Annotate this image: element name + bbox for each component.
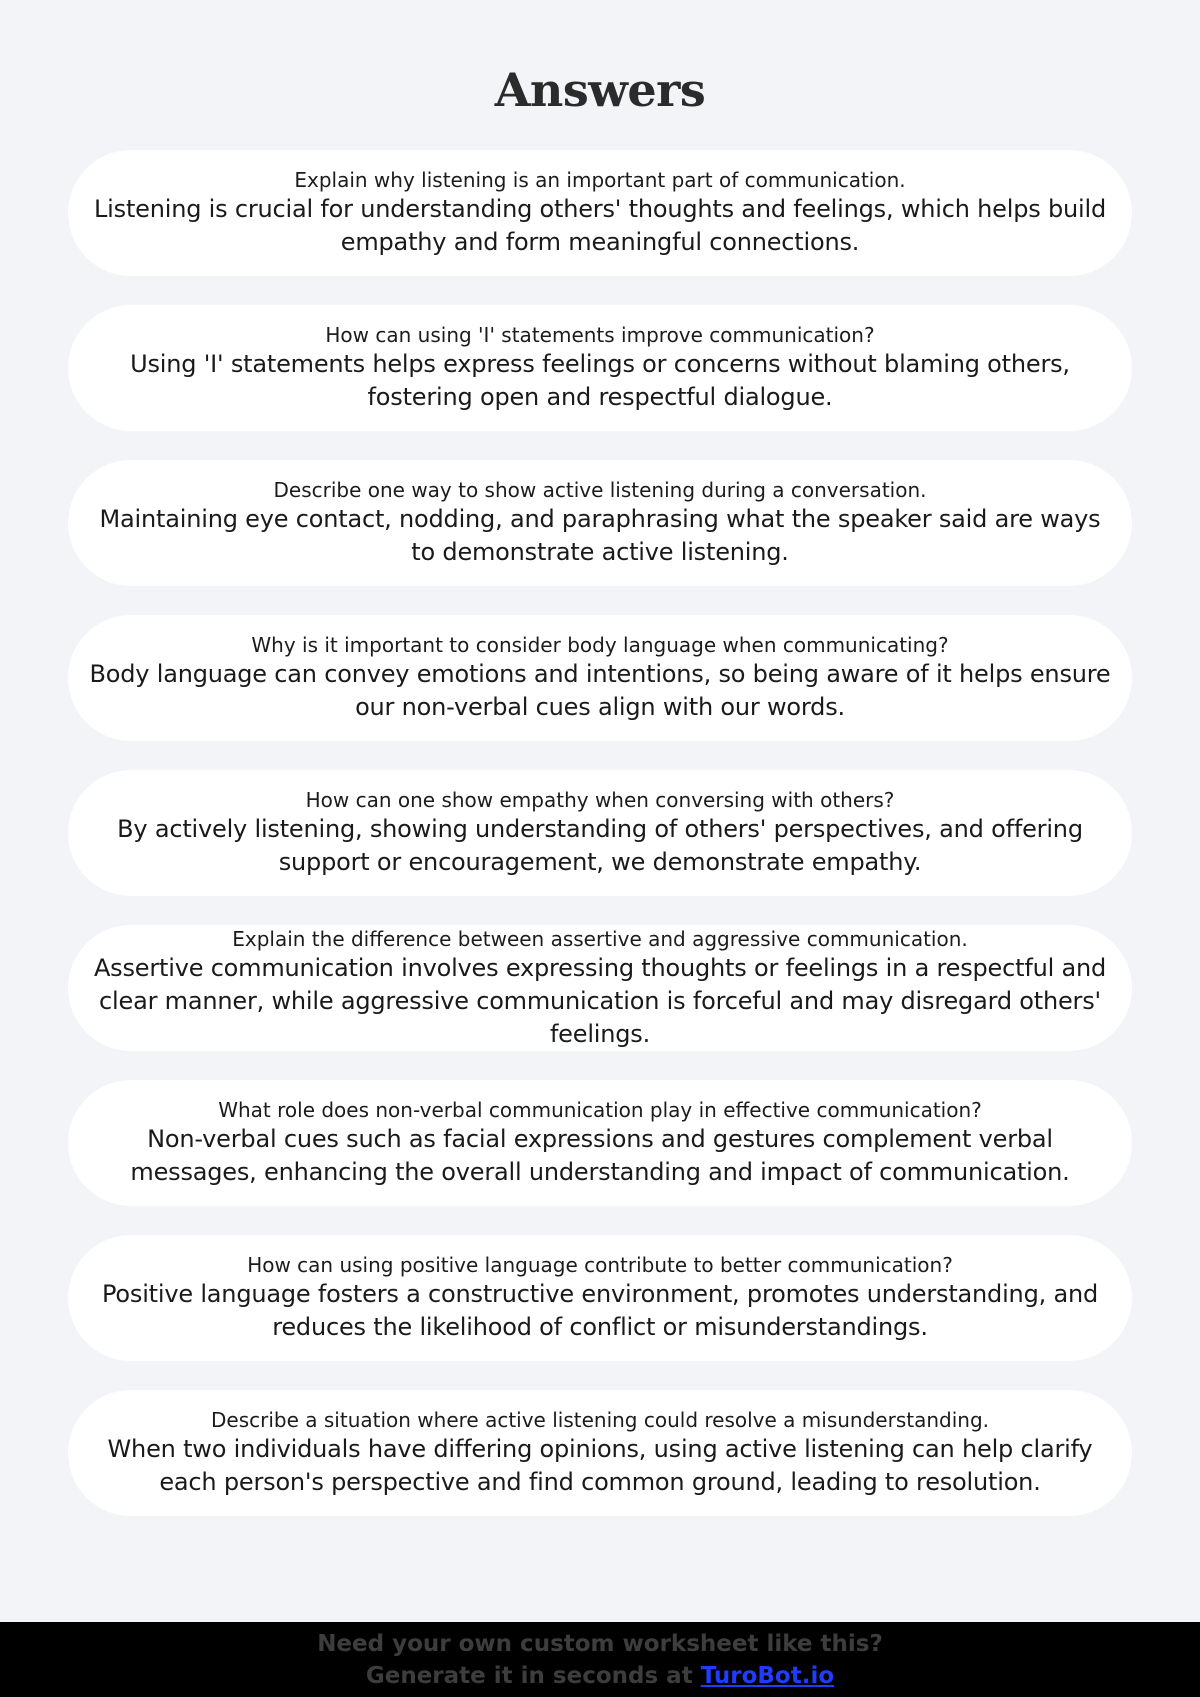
- answer-text: Maintaining eye contact, nodding, and paraphrasing what the speaker said are ways to demonstrate active listening.: [99, 505, 1101, 566]
- answer-text: By actively listening, showing understanding of others' perspectives, and offering support or encouragement, we demonstrate empathy.: [117, 815, 1083, 876]
- answer-card-6: [68, 925, 1132, 1051]
- promo-footer: [0, 1622, 1200, 1697]
- answer-text: Positive language fosters a constructive environment, promotes understanding, and reduces the likelihood of conflict or misunderstandings.: [101, 1280, 1099, 1341]
- question-text: Explain why listening is an important part of communication.: [294, 168, 906, 192]
- question-text: What role does non-verbal communication play in effective communication?: [218, 1098, 982, 1122]
- answer-card-5: [68, 770, 1132, 896]
- question-text: Describe one way to show active listening during a conversation.: [273, 478, 927, 502]
- answer-card-3: [68, 460, 1132, 586]
- footer-line-1: Need your own custom worksheet like this?: [317, 1631, 883, 1657]
- answer-card-7: [68, 1080, 1132, 1206]
- question-text: How can one show empathy when conversing with others?: [305, 788, 895, 812]
- answer-card-9: [68, 1390, 1132, 1516]
- answer-card-4: [68, 615, 1132, 741]
- answer-card-1: [68, 150, 1132, 276]
- turobot-link[interactable]: TuroBot.io: [700, 1663, 835, 1689]
- page-title: Answers: [494, 63, 706, 117]
- footer-line-2-prefix: Generate it in seconds at: [365, 1663, 701, 1689]
- question-text: How can using positive language contribute to better communication?: [247, 1253, 953, 1277]
- answer-list: [68, 150, 1132, 1545]
- answer-text: Non-verbal cues such as facial expressions and gestures complement verbal messages, enhancing the overall understanding and impact of communication.: [130, 1125, 1070, 1186]
- answer-text: When two individuals have differing opinions, using active listening can help clarify each person's perspective and find common ground, leading to resolution.: [107, 1435, 1093, 1496]
- question-text: Why is it important to consider body language when communicating?: [251, 633, 949, 657]
- question-text: How can using 'I' statements improve communication?: [325, 323, 875, 347]
- answer-card-2: [68, 305, 1132, 431]
- answer-card-8: [68, 1235, 1132, 1361]
- answer-text: Body language can convey emotions and intentions, so being aware of it helps ensure our non-verbal cues align with our words.: [89, 660, 1111, 721]
- question-text: Explain the difference between assertive and aggressive communication.: [232, 926, 968, 951]
- answer-text: Using 'I' statements helps express feelings or concerns without blaming others, fostering open and respectful dialogue.: [130, 350, 1070, 411]
- question-text: Describe a situation where active listening could resolve a misunderstanding.: [211, 1408, 989, 1432]
- answer-text: Assertive communication involves expressing thoughts or feelings in a respectful and clear manner, while aggressive communication is forceful and may disregard others' feelings.: [93, 953, 1107, 1048]
- answer-text: Listening is crucial for understanding others' thoughts and feelings, which helps build empathy and form meaningful connections.: [94, 195, 1106, 256]
- footer-line-2: [0, 1660, 1200, 1692]
